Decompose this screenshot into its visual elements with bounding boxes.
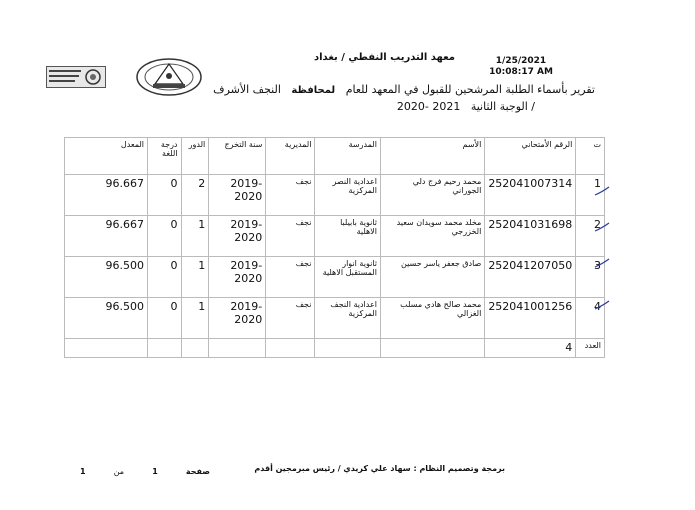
count-label: العدد: [576, 339, 605, 358]
institute-title: معهد التدريب النفطي / بغداد: [314, 52, 455, 63]
cell-t: 2: [576, 216, 605, 257]
cell-t: 1: [576, 175, 605, 216]
cell-directorate: نجف: [266, 298, 315, 339]
cell-graduation-year: 2019-2020: [209, 257, 266, 298]
header-graduation-year: سنة التخرج: [209, 138, 266, 175]
cell-t: 4: [576, 298, 605, 339]
cell-round: 1: [181, 298, 209, 339]
cell-directorate: نجف: [266, 216, 315, 257]
page-indicator: [80, 467, 210, 476]
cell-graduation-year: 2019-2020: [209, 175, 266, 216]
governorate-label: لمحافظة: [291, 85, 336, 96]
ministry-logo: [46, 66, 106, 88]
cell-language-grade: 0: [148, 257, 181, 298]
batch-text: / الوجبة الثانية: [470, 100, 535, 113]
report-year-line: [397, 100, 535, 113]
institute-seal: [135, 56, 203, 102]
table-header-row: [65, 138, 605, 175]
cell-round: 1: [181, 257, 209, 298]
table-row: [65, 298, 605, 339]
cell-average: 96.667: [65, 175, 148, 216]
ministry-logo-icon: [47, 67, 105, 87]
academic-year: 2020- 2021: [396, 100, 461, 113]
of-label: من: [113, 467, 125, 476]
cell-language-grade: 0: [148, 298, 181, 339]
header-directorate: المديرية: [266, 138, 315, 175]
page-number: 1: [152, 467, 158, 476]
report-subtitle: [213, 83, 595, 96]
report-datetime: [486, 56, 556, 78]
header-t: ت: [576, 138, 605, 175]
checkmark-icon: [594, 258, 610, 268]
header-average: المعدل: [65, 138, 148, 175]
cell-graduation-year: 2019-2020: [209, 216, 266, 257]
cell-language-grade: 0: [148, 216, 181, 257]
cell-average: 96.667: [65, 216, 148, 257]
governorate-name: النجف الأشرف: [213, 83, 281, 96]
page-label: صفحة: [185, 467, 210, 476]
cell-school: اعدادية النصر المركزية: [315, 175, 381, 216]
header-round: الدور: [181, 138, 209, 175]
report-time: 10:08:17 AM: [489, 67, 553, 77]
cell-exam-number: 252041031698: [485, 216, 576, 257]
header-exam-number: الرقم الأمتحاني: [485, 138, 576, 175]
cell-average: 96.500: [65, 257, 148, 298]
cell-graduation-year: 2019-2020: [209, 298, 266, 339]
cell-round: 2: [181, 175, 209, 216]
cell-exam-number: 252041007314: [485, 175, 576, 216]
cell-average: 96.500: [65, 298, 148, 339]
table-row: [65, 175, 605, 216]
students-table: [64, 137, 605, 358]
table-row: [65, 216, 605, 257]
table-row: [65, 257, 605, 298]
cell-t: 3: [576, 257, 605, 298]
cell-name: محمد رحيم فرج دلي الجوراني: [380, 175, 484, 216]
cell-school: اعدادية النجف المركزية: [315, 298, 381, 339]
cell-name: صادق جعفر ياسر حسين: [380, 257, 484, 298]
cell-name: مخلد محمد سويدان سعيد الخزرجي: [380, 216, 484, 257]
subtitle-text: تقرير بأسماء الطلبة المرشحين للقبول في المعهد للعام: [345, 83, 595, 96]
cell-directorate: نجف: [266, 257, 315, 298]
cell-school: ثانوية انوار المستقبل الاهلية: [315, 257, 381, 298]
checkmark-icon: [594, 300, 610, 310]
cell-language-grade: 0: [148, 175, 181, 216]
cell-exam-number: 252041207050: [485, 257, 576, 298]
institute-seal-icon: [135, 56, 203, 98]
count-row: [65, 339, 605, 358]
cell-directorate: نجف: [266, 175, 315, 216]
cell-exam-number: 252041001256: [485, 298, 576, 339]
header-language-grade: درجة اللغة: [148, 138, 181, 175]
cell-round: 1: [181, 216, 209, 257]
header-school: المدرسة: [315, 138, 381, 175]
count-value: 4: [485, 339, 576, 358]
header-name: الأسم: [380, 138, 484, 175]
report-date: 1/25/2021: [495, 56, 547, 66]
total-pages: 1: [80, 467, 86, 476]
checkmark-icon: [594, 222, 610, 232]
cell-name: محمد صالح هادي مسلب الغزالي: [380, 298, 484, 339]
footer-credits: برمجة وتصميم النظام : سهاد علي كريدي / رئيس مبرمجين أقدم: [254, 464, 505, 473]
checkmark-icon: [594, 186, 610, 196]
cell-school: ثانوية بابيلبا الاهلية: [315, 216, 381, 257]
